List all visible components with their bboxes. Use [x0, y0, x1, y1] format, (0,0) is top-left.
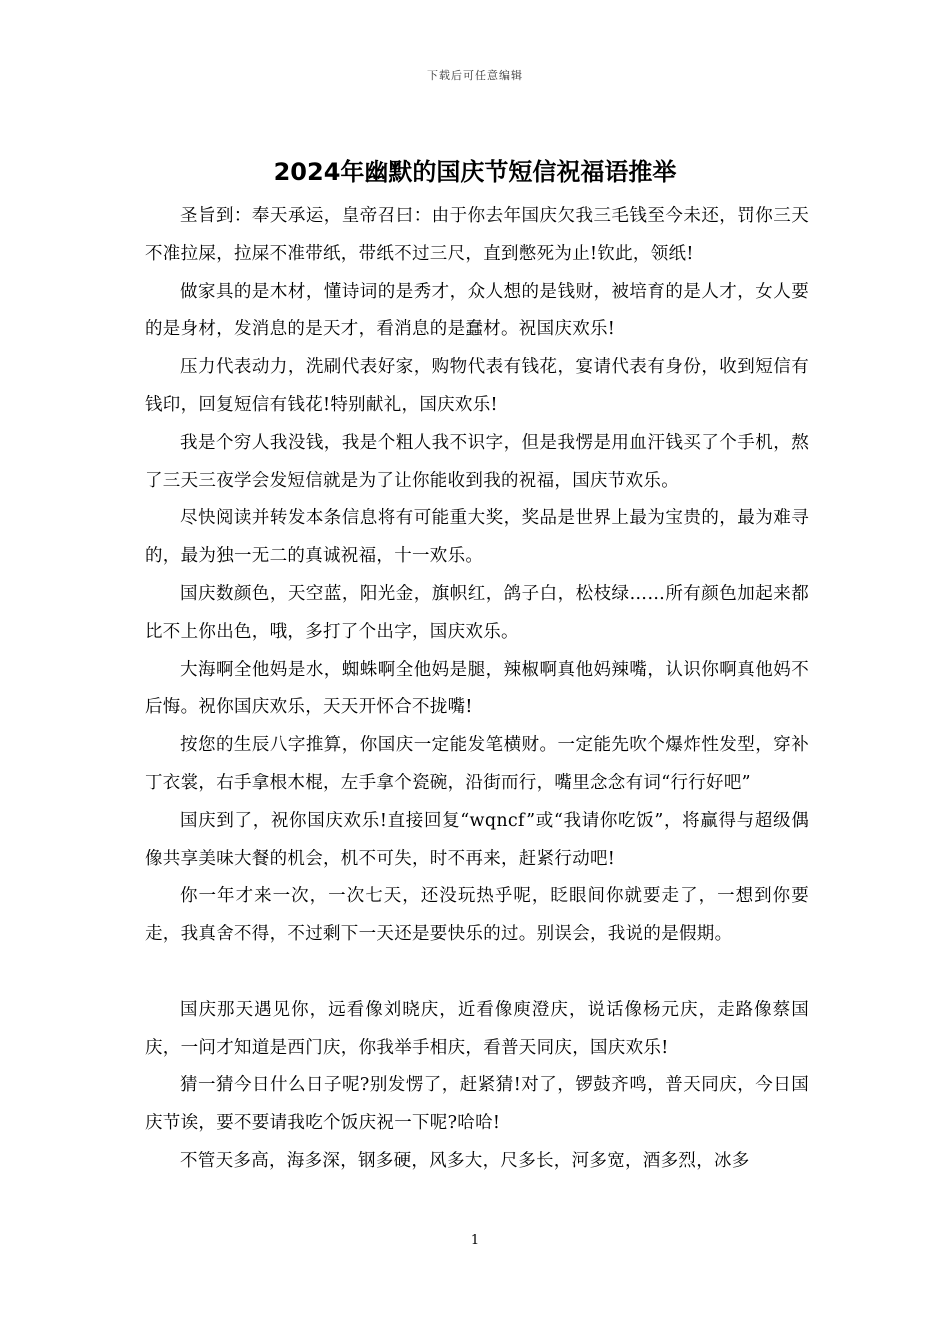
paragraph-3: 压力代表动力，洗刷代表好家，购物代表有钱花，宴请代表有身份，收到短信有钱印，回复短信有钱花!特别献礼，国庆欢乐!	[145, 357, 809, 415]
document-body	[145, 198, 809, 1181]
paragraph-8: 按您的生辰八字推算，你国庆一定能发笔横财。一定能先吹个爆炸性发型，穿补丁衣裳，右手拿根木棍，左手拿个瓷碗，沿街而行，嘴里念念有词“行行好吧”	[145, 735, 809, 793]
page-number: 1	[470, 1233, 480, 1248]
paragraph-2: 做家具的是木材，懂诗词的是秀才，众人想的是钱财，被培育的是人才，女人要的是身材，发消息的是天才，看消息的是蠢材。祝国庆欢乐!	[145, 281, 809, 340]
paragraph-9: 国庆到了，祝你国庆欢乐!直接回复“wqncf”或“我请你吃饭”，将赢得与超级偶像共享美味大餐的机会，机不可失，时不再来，赶紧行动吧!	[145, 810, 809, 869]
paragraph-12: 猜一猜今日什么日子呢?别发愣了，赶紧猜!对了，锣鼓齐鸣，普天同庆，今日国庆节诶，要不要请我吃个饭庆祝一下呢?哈哈!	[145, 1075, 809, 1134]
paragraph-10: 你一年才来一次，一次七天，还没玩热乎呢，眨眼间你就要走了，一想到你要走，我真舍不得，不过剩下一天还是要快乐的过。别误会，我说的是假期。	[145, 886, 809, 945]
paragraph-1: 圣旨到：奉天承运，皇帝召曰：由于你去年国庆欠我三毛钱至今未还，罚你三天不准拉屎，拉屎不准带纸，带纸不过三尺，直到憋死为止!钦此，领纸!	[145, 206, 809, 264]
paragraph-13: 不管天多高，海多深，钢多硬，风多大，尺多长，河多宽，酒多烈，冰多	[180, 1150, 750, 1171]
paragraph-4: 我是个穷人我没钱，我是个粗人我不识字，但是我愣是用血汗钱买了个手机，熬了三天三夜学会发短信就是为了让你能收到我的祝福，国庆节欢乐。	[145, 432, 809, 491]
paragraph-11: 国庆那天遇见你，远看像刘晓庆，近看像庾澄庆，说话像杨元庆，走路像蔡国庆，一问才知道是西门庆，你我举手相庆，看普天同庆，国庆欢乐!	[145, 999, 809, 1058]
page-header: 下载后可任意编辑	[427, 69, 523, 82]
paragraph-7: 大海啊全他妈是水，蜘蛛啊全他妈是腿，辣椒啊真他妈辣嘴，认识你啊真他妈不后悔。祝你国庆欢乐，天天开怀合不拢嘴!	[145, 659, 809, 718]
paragraph-5: 尽快阅读并转发本条信息将有可能重大奖，奖品是世界上最为宝贵的，最为难寻的，最为独一无二的真诚祝福，十一欢乐。	[145, 508, 809, 567]
document-title: 2024年幽默的国庆节短信祝福语推举	[273, 158, 677, 186]
paragraph-6: 国庆数颜色，天空蓝，阳光金，旗帜红，鸽子白，松枝绿……所有颜色加起来都比不上你出色，哦，多打了个出字，国庆欢乐。	[145, 583, 809, 642]
